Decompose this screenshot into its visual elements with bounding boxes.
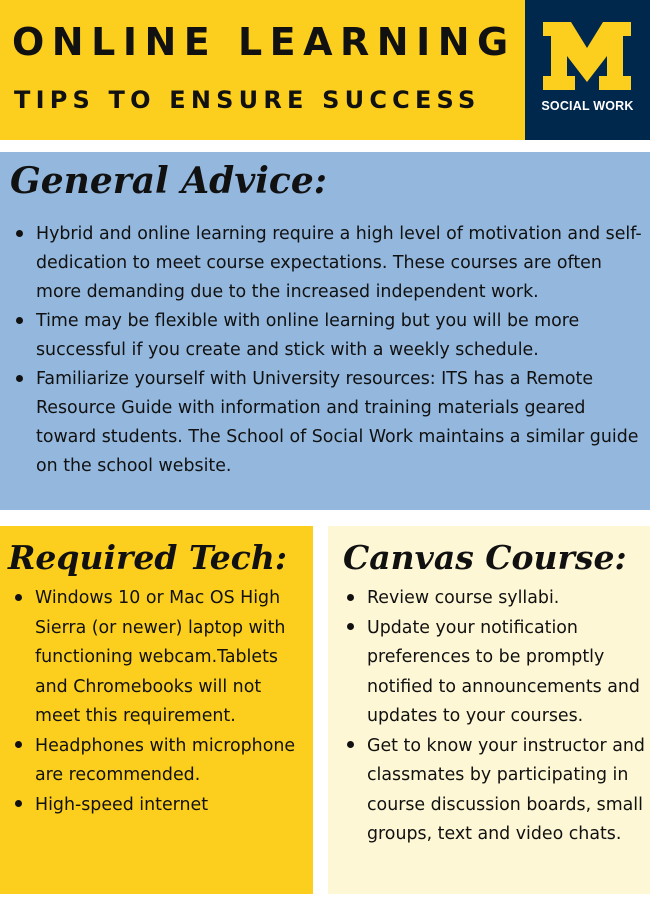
general-advice-list (9, 220, 645, 481)
required-tech-heading: Required Tech: (8, 538, 288, 577)
list-item: Time may be flexible with online learning but you will be more successful if you create and stick with a weekly schedule. (9, 307, 645, 365)
list-item: Windows 10 or Mac OS High Sierra (or newer) laptop with functioning webcam.Tablets and Chromebooks will not meet this requirement. (8, 584, 308, 732)
general-advice-heading: General Advice: (10, 160, 328, 202)
general-advice-section (0, 152, 650, 510)
list-item: Review course syllabi. (340, 584, 650, 614)
university-logo (525, 0, 650, 140)
list-item: High-speed internet (8, 791, 308, 821)
header-banner (0, 0, 525, 140)
list-item: Get to know your instructor and classmates by participating in course discussion boards, small groups, text and video chats. (340, 732, 650, 850)
required-tech-list (8, 584, 308, 820)
logo-text: SOCIAL WORK (541, 99, 634, 113)
list-item: Hybrid and online learning require a high level of motivation and self-dedication to meet course expectations. These courses are often more demanding due to the increased independent work. (9, 220, 645, 307)
page-title: ONLINE LEARNING (12, 20, 516, 64)
page-subtitle: TIPS TO ENSURE SUCCESS (14, 86, 481, 114)
list-item: Headphones with microphone are recommended. (8, 732, 308, 791)
canvas-course-list (340, 584, 650, 850)
list-item: Familiarize yourself with University resources: ITS has a Remote Resource Guide with information and training materials geared toward students. The School of Social Work maintains a similar guide on the school website. (9, 365, 645, 481)
list-item: Update your notification preferences to be promptly notified to announcements and updates to your courses. (340, 614, 650, 732)
canvas-course-section (328, 526, 650, 894)
required-tech-section (0, 526, 313, 894)
canvas-course-heading: Canvas Course: (343, 538, 627, 577)
block-m-icon (541, 22, 633, 90)
